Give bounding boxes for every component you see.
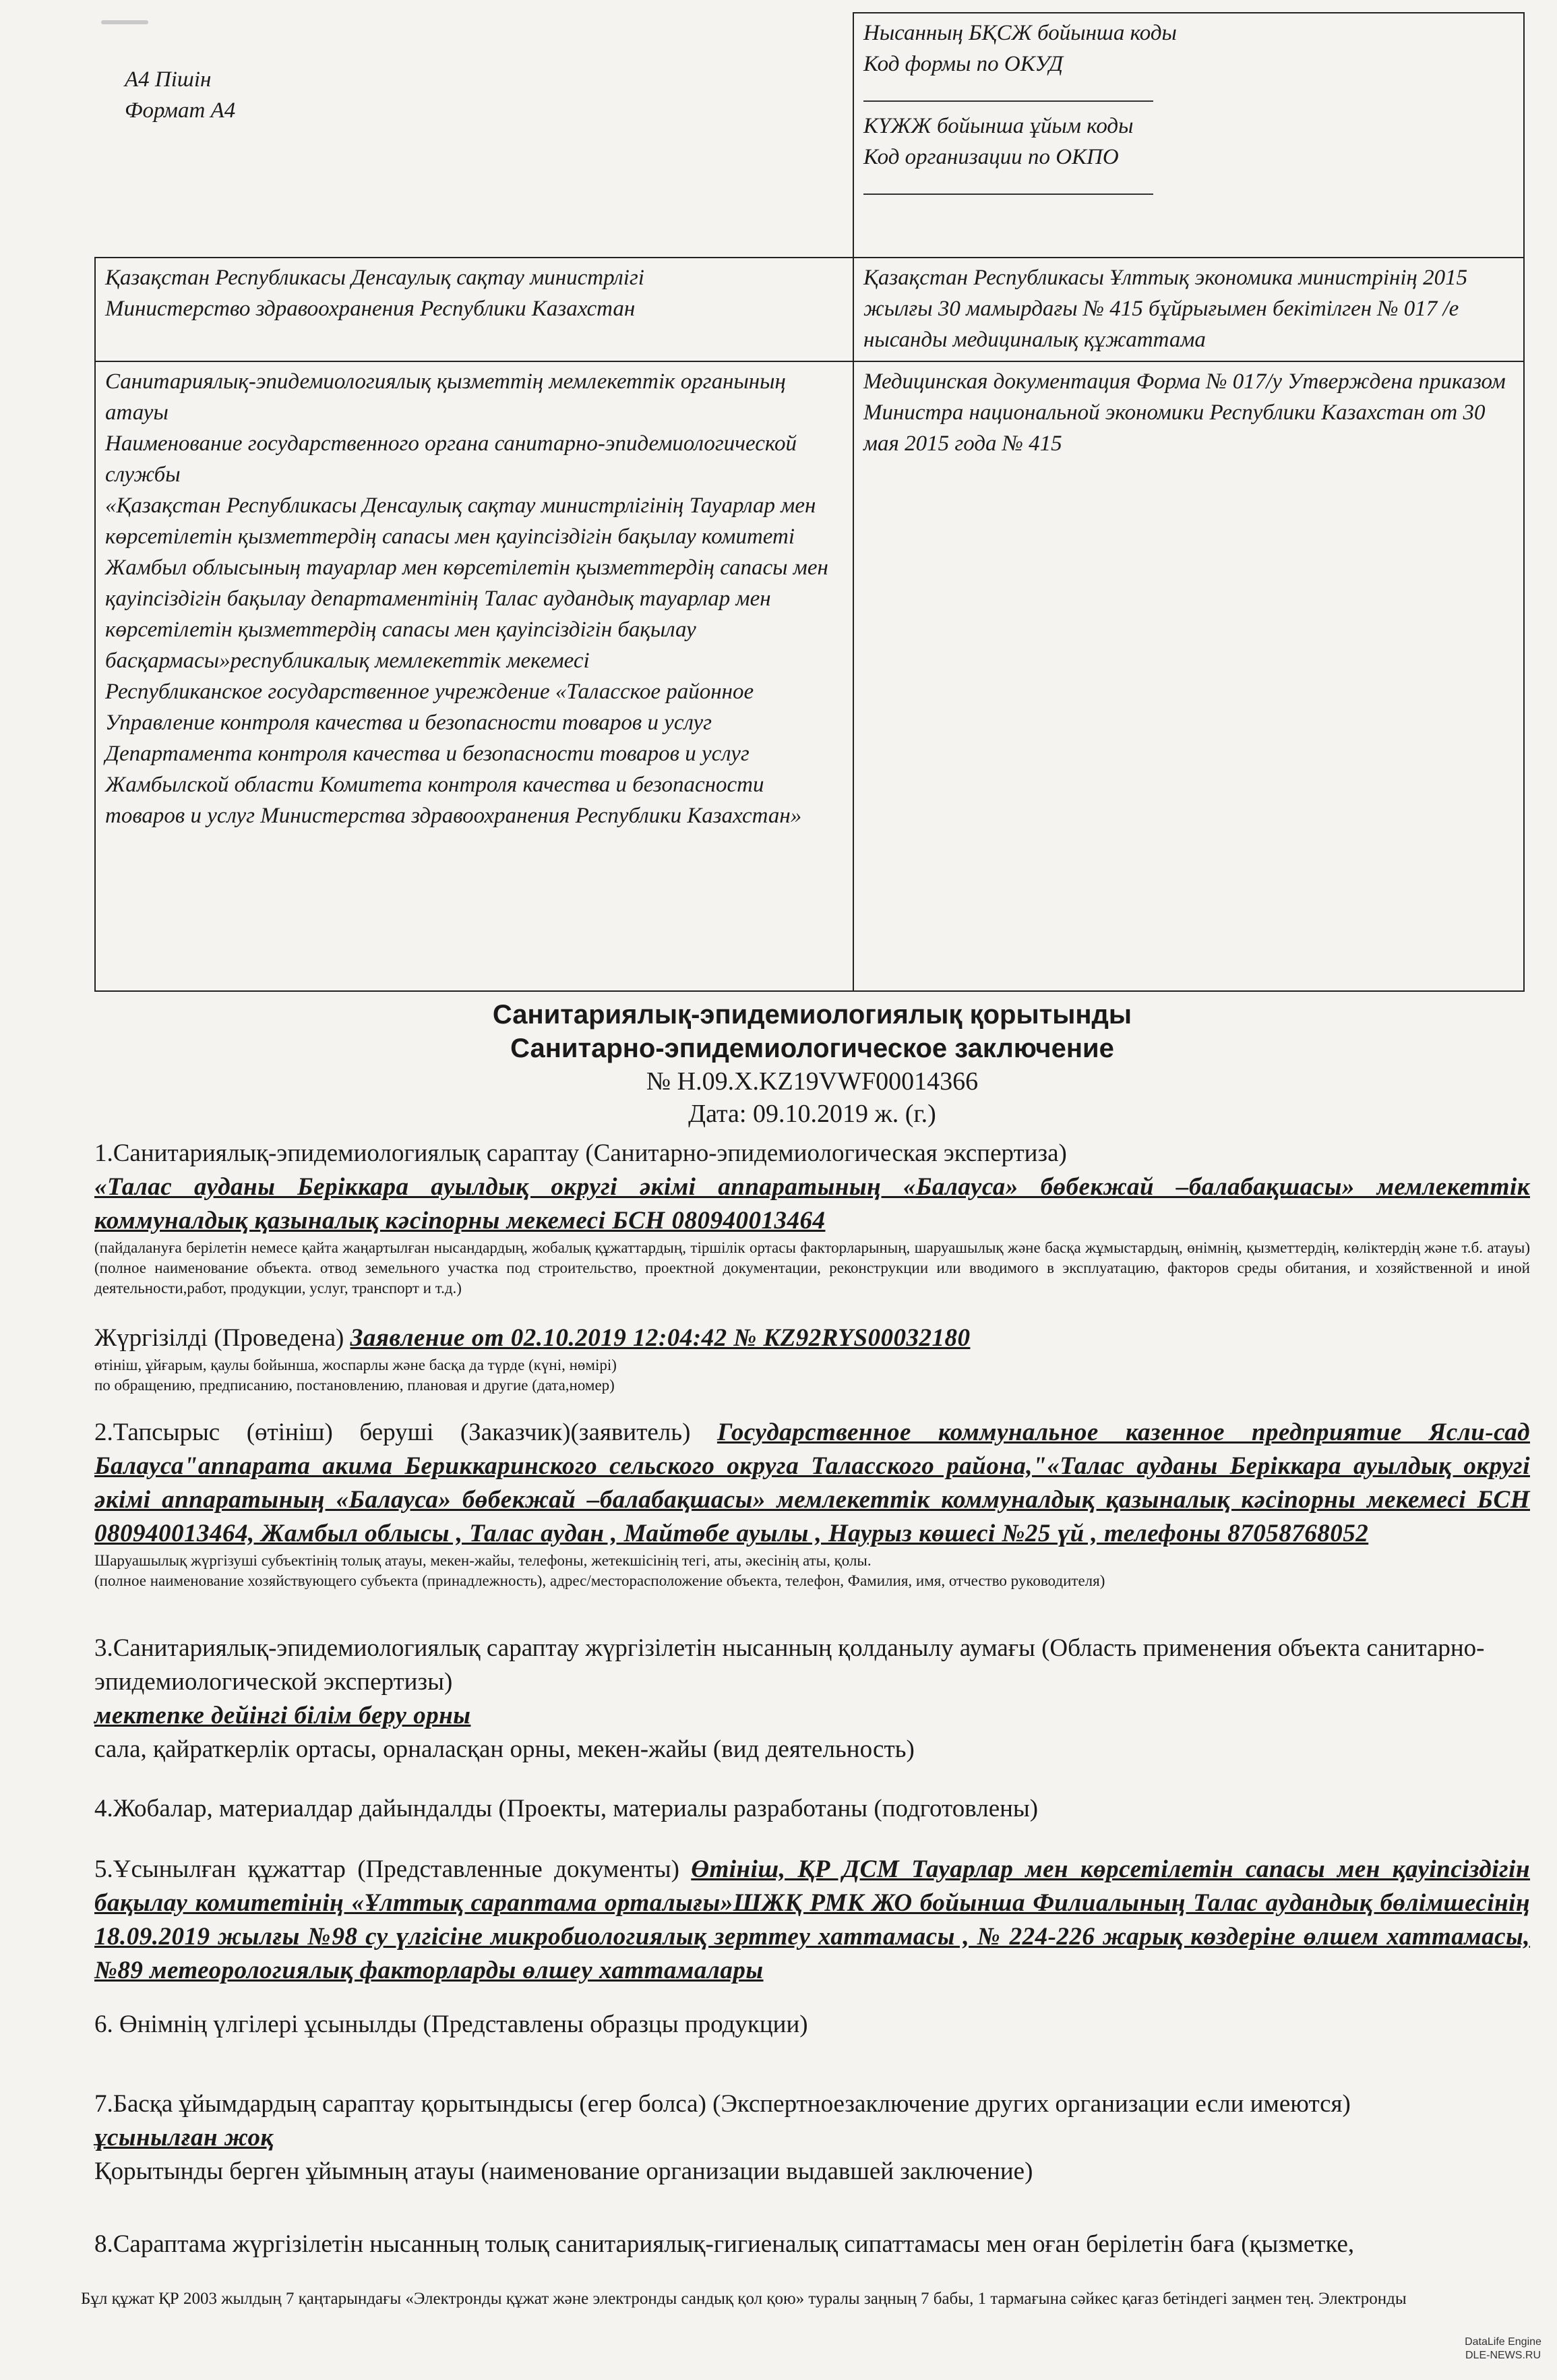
header-table [94,12,1525,992]
conducted-note-kz: өтініш, ұйғарым, қаулы бойынша, жоспарлы және басқа да түрде (күні, нөмірі) [94,1357,617,1373]
org-label-kz: Санитариялық-эпидемиологиялық қызметтің мемлекеттік органының атауы [105,369,786,425]
watermark-logo [1456,2336,1550,2362]
footer-text: Бұл құжат ҚР 2003 жылдың 7 қаңтарындағы «Электронды құжат және электронды сандық қол қою» туралы заңның 7 бабы, 1 тармағына сәйкес қағаз бетіндегі заңмен тең. Электронды [81,2290,1407,2308]
s2-value: Государственное коммунальное казенное предприятие Ясли-сад Балауса"аппарата акима Бериккаринского сельского округа Таласского района,"«Талас ауданы Беріккара ауылдық округі әкімі аппаратының «Балауса» бөбекжай –балабақшасы» мемлекеттік коммуналдық қазыналық кәсіпорны мекемесі БСН 080940013464, Жамбыл облысы , Талас аудан , Майтөбе ауылы , Наурыз көшесі №25 үй , телефоны 87058768052 [94,1419,1531,1547]
s2-label: 2.Тапсырыс (өтініш) беруші (Заказчик)(заявитель) [94,1419,691,1446]
conducted-note-ru: по обращению, предписанию, постановлению, плановая и другие (дата,номер) [94,1377,615,1394]
title-kz: Санитариялық-эпидемиологиялық қорытынды [492,1000,1132,1030]
org-label-ru: Наименование государственного органа санитарно-эпидемиологической службы [105,432,797,487]
order-ru: Медицинская документация Форма № 017/у Утверждена приказом Министра национальной экономики Республики Казахстан от 30 мая 2015 года № 415 [863,369,1506,456]
s7-label: 7.Басқа ұйымдардың сараптау қорытындысы (егер болса) (Экспертноезаключение других организации если имеются) [94,2090,1351,2118]
section-4 [94,1792,1530,1826]
s3-label: 3.Санитариялық-эпидемиологиялық сараптау жүргізілетін нысанның қолданылу аумағы (Область применения объекта санитарно-эпидемиологической экспертизы) [94,1634,1485,1696]
s7-note: Қорытынды берген ұйымның атауы (наименование организации выдавшей заключение) [94,2158,1033,2185]
order-kz-cell [853,258,1524,361]
s4-label: 4.Жобалар, материалдар дайындалды (Проекты, материалы разработаны (подготовлены) [94,1795,1039,1822]
section-1 [94,1137,1530,1299]
okud-blank [863,80,1153,102]
okud-kz: Нысанның БҚСЖ бойынша коды [863,21,1177,45]
org-cell [95,361,853,991]
conducted-section [94,1321,1530,1396]
document-date: Дата: 09.10.2019 ж. (г.) [688,1100,936,1128]
conducted-value: Заявление от 02.10.2019 12:04:42 № KZ92RYS00032180 [350,1324,971,1352]
org-name-ru: Республиканское государственное учреждение «Таласское районное Управление контроля качества и безопасности товаров и услуг Департамента контроля качества и безопасности товаров и услуг Жамбылской области Комитета контроля качества и безопасности товаров и услуг Министерства здравоохранения Республики Казахстан» [105,680,802,828]
s1-label: 1.Санитариялық-эпидемиологиялық сараптау (Санитарно-эпидемиологическая экспертиза) [94,1139,1067,1167]
okud-ru: Код формы по ОКУД [863,52,1064,76]
section-6 [94,2008,1530,2042]
conducted-label: Жүргізілді (Проведена) [94,1324,344,1352]
s5-label: 5.Ұсынылған құжаттар (Представленные документы) [94,1855,679,1883]
codes-cell [853,13,1524,258]
ministry-ru: Министерство здравоохранения Республики Казахстан [105,297,636,321]
s6-label: 6. Өнімнің үлгілері ұсынылды (Представлены образцы продукции) [94,2011,808,2038]
logo-line-1: DataLife Engine [1465,2336,1541,2348]
section-2 [94,1416,1530,1591]
s2-note-ru: (полное наименование хозяйствующего субъекта (принадлежность), адрес/месторасположение объекта, телефон, Фамилия, имя, отчество руководителя) [94,1572,1105,1589]
order-kz: Қазақстан Республикасы Ұлттық экономика министрінің 2015 жылғы 30 мамырдағы № 415 бұйрығымен бекітілген № 017 /е нысанды медициналық құжаттама [863,266,1468,352]
s8-label: 8.Сараптама жүргізілетін нысанның толық санитариялық-гигиеналық сипаттамасы мен оған берілетін баға (қызметке, [94,2230,1355,2258]
ministry-cell [95,258,853,361]
section-7 [94,2087,1530,2189]
s2-note-kz: Шаруашылық жүргізуші субъектінің толық атауы, мекен-жайы, телефоны, жетекшісінің тегі, аты, әкесінің аты, қолы. [94,1552,872,1569]
format-kz: А4 Пішін [125,67,212,92]
s1-note: (пайдалануға берілетін немесе қайта жаңартылған нысандардың, жобалық құжаттардың, тіршілік ортасы факторларының, шаруашылық және басқа жұмыстардың, өнімнің, қызметтердің, көліктердің және т.б. атауы) (полное наименование объекта. отвод земельного участка под строительство, проектной документации, реконструкции или вводимого в эксплуатацию, факторов среды обитания, и хозяйственной и иной деятельности,работ, продукции, услуг, транспорт и т.д.) [94,1239,1530,1297]
s5-value: Өтініш, ҚР ДСМ Тауарлар мен көрсетілетін сапасы мен қауіпсіздігін бақылау комитетінің «Ұлттық сараптама орталығы»ШЖҚ РМК ЖО бойынша Филиалының Талас аудандық бөлімшесінің 18.09.2019 жылғы №98 су үлгісіне микробиологиялық зерттеу хаттамасы , № 224-226 жарық көздеріне өлшем хаттамасы,№89 метеорологиялық факторларды өлшеу хаттамалары [94,1855,1531,1984]
title-ru: Санитарно-эпидемиологическое заключение [510,1034,1114,1063]
section-3 [94,1632,1530,1766]
section-5 [94,1853,1530,1988]
s1-value: «Талас ауданы Беріккара ауылдық округі әкімі аппаратының «Балауса» бөбекжай –балабақшасы» мемлекеттік коммуналдық қазыналық кәсіпорны мекемесі БСН 080940013464 [94,1173,1530,1234]
format-ru: Формат А4 [125,98,236,123]
document-number: № H.09.X.KZ19VWF00014366 [646,1067,979,1096]
s3-note: сала, қайраткерлік ортасы, орналасқан орны, мекен-жайы (вид деятельность) [94,1735,915,1763]
logo-line-2: DLE-NEWS.RU [1465,2350,1541,2361]
okpo-kz: КҮЖЖ бойынша ұйым коды [863,114,1134,138]
okpo-blank [863,173,1153,195]
org-name-kz: «Қазақстан Республикасы Денсаулық сақтау министрлігінің Тауарлар мен көрсетілетін қызметтердің сапасы мен қауіпсіздігін бақылау комитеті Жамбыл облысының тауарлар мен көрсетілетін қызметтердің сапасы мен қауіпсіздігін бақылау департаментінің Талас аудандық тауарлар мен көрсетілетін қызметтердің сапасы мен қауіпсіздігін бақылау басқармасы»республикалық мемлекеттік мекемесі [105,494,828,673]
section-8 [94,2228,1530,2261]
s7-value: ұсынылған жоқ [94,2124,274,2151]
s3-value: мектепке дейінгі білім беру орны [94,1702,471,1729]
format-cell [95,13,853,258]
okpo-ru: Код организации по ОКПО [863,145,1119,169]
ministry-kz: Қазақстан Республикасы Денсаулық сақтау министрлігі [105,266,644,290]
order-ru-cell [853,361,1524,991]
title-block [94,998,1530,1130]
